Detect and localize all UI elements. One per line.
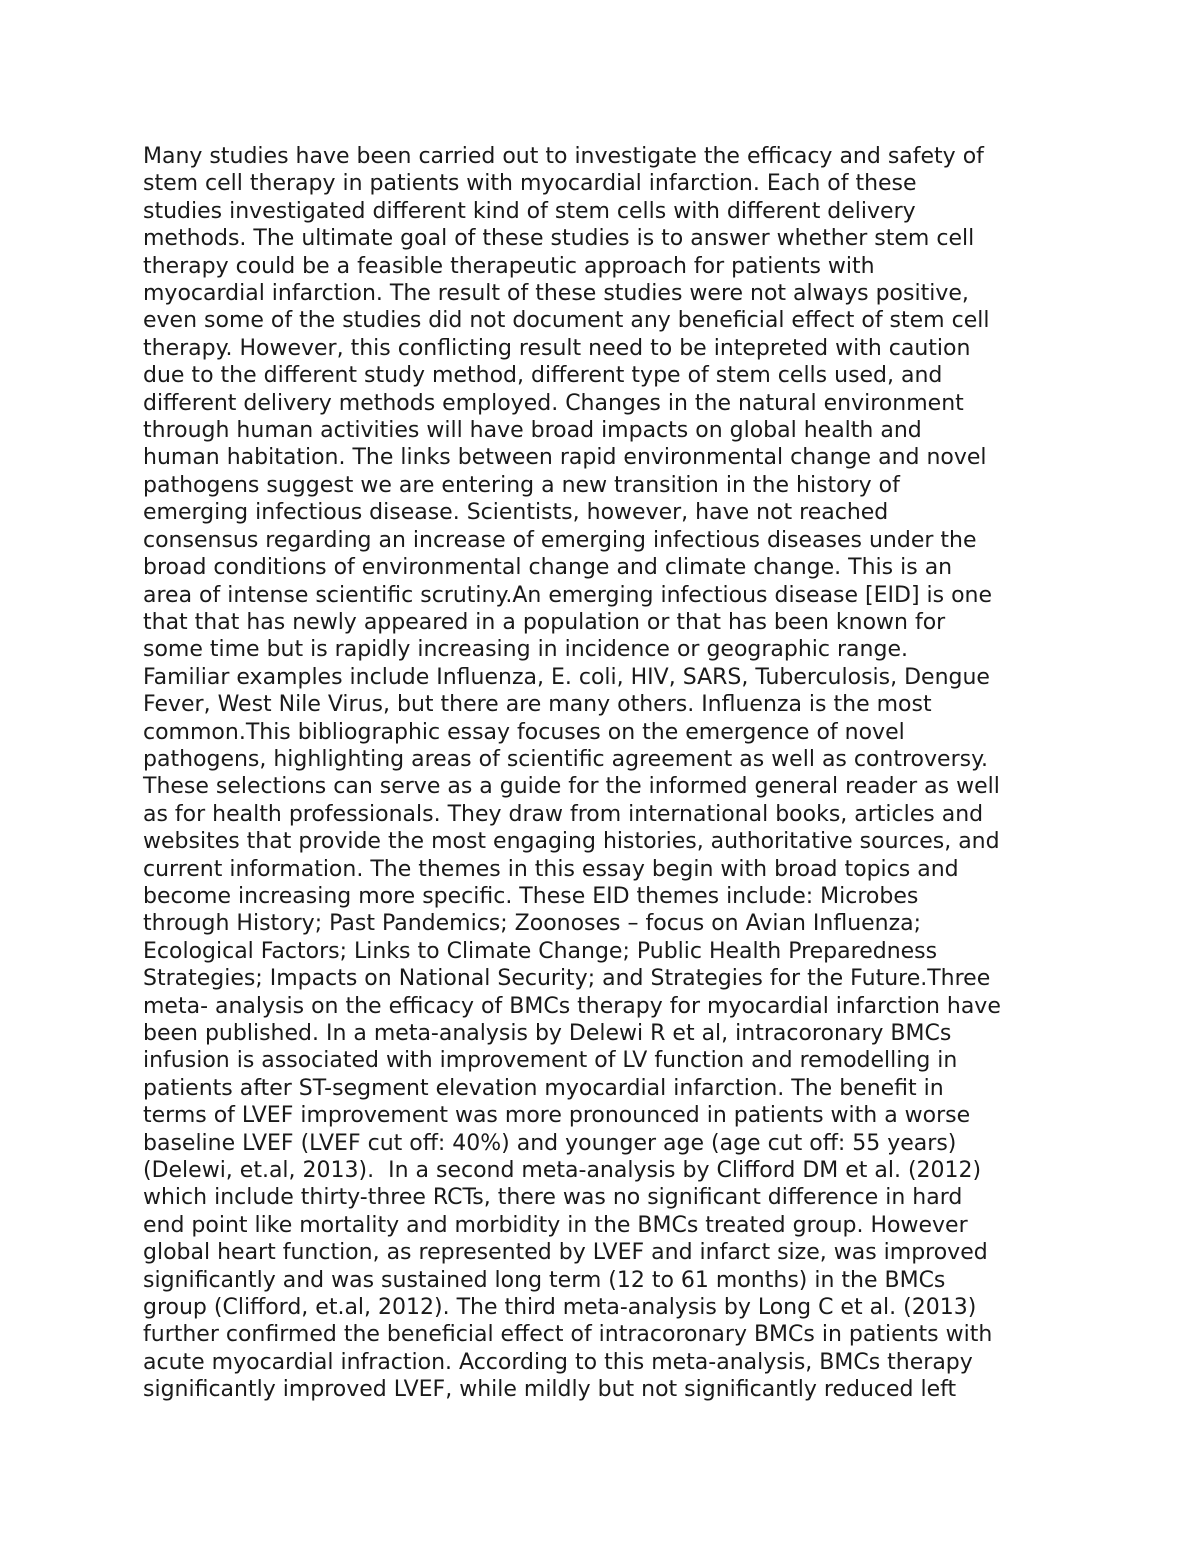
text-line: been published. In a meta-analysis by Delewi R et al, intracoronary BMCs xyxy=(143,1021,952,1046)
text-line: significantly improved LVEF, while mildly but not significantly reduced left xyxy=(143,1377,957,1403)
text-line: infusion is associated with improvement of LV function and remodelling in xyxy=(143,1048,958,1074)
text-line: as for health professionals. They draw from international books, articles and xyxy=(143,801,984,827)
text-line: Many studies have been carried out to investigate the efficacy and safety of xyxy=(143,144,984,169)
text-line: broad conditions of environmental change and climate change. This is an xyxy=(143,555,953,581)
text-line: global heart function, as represented by LVEF and infarct size, was improved xyxy=(143,1240,988,1266)
text-line: studies investigated different kind of stem cells with different delivery xyxy=(143,198,916,224)
text-line: Strategies; Impacts on National Security; and Strategies for the Future.Three xyxy=(143,966,991,992)
text-line: therapy could be a feasible therapeutic approach for patients with xyxy=(143,253,875,279)
text-line: through History; Past Pandemics; Zoonoses – focus on Avian Influenza; xyxy=(143,911,922,937)
text-line: current information. The themes in this essay begin with broad topics and xyxy=(143,856,959,882)
text-line: baseline LVEF (LVEF cut off: 40%) and younger age (age cut off: 55 years) xyxy=(143,1130,957,1156)
text-line: emerging infectious disease. Scientists, however, have not reached xyxy=(143,500,889,526)
text-line: significantly and was sustained long term (12 to 61 months) in the BMCs xyxy=(143,1267,946,1293)
text-line: Ecological Factors; Links to Climate Change; Public Health Preparedness xyxy=(143,938,938,964)
text-line: which include thirty-three RCTs, there was no significant difference in hard xyxy=(143,1185,963,1211)
text-line: common.This bibliographic essay focuses on the emergence of novel xyxy=(143,719,905,745)
text-line: pathogens, highlighting areas of scientific agreement as well as controversy. xyxy=(143,746,988,772)
text-line: websites that provide the most engaging histories, authoritative sources, and xyxy=(143,829,1000,855)
text-line: acute myocardial infraction. According to this meta-analysis, BMCs therapy xyxy=(143,1349,973,1375)
text-line: These selections can serve as a guide for the informed general reader as well xyxy=(143,774,1000,800)
text-line: end point like mortality and morbidity in the BMCs treated group. However xyxy=(143,1212,968,1238)
text-line: therapy. However, this conflicting result need to be intepreted with caution xyxy=(143,335,971,361)
text-line: due to the different study method, different type of stem cells used, and xyxy=(143,363,943,389)
text-line: patients after ST-segment elevation myocardial infarction. The benefit in xyxy=(143,1075,944,1101)
text-line: area of intense scientific scrutiny.An emerging infectious disease [EID] is one xyxy=(143,582,993,608)
text-line: terms of LVEF improvement was more pronounced in patients with a worse xyxy=(143,1103,971,1129)
text-line: (Delewi, et.al, 2013). In a second meta-analysis by Clifford DM et al. (2012) xyxy=(143,1158,982,1184)
text-line: different delivery methods employed. Changes in the natural environment xyxy=(143,390,964,416)
text-line: group (Clifford, et.al, 2012). The third meta-analysis by Long C et al. (2013) xyxy=(143,1295,977,1321)
text-line: stem cell therapy in patients with myocardial infarction. Each of these xyxy=(143,171,917,197)
text-line: pathogens suggest we are entering a new transition in the history of xyxy=(143,472,900,498)
text-line: methods. The ultimate goal of these studies is to answer whether stem cell xyxy=(143,226,975,252)
text-line: further confirmed the beneficial effect of intracoronary BMCs in patients with xyxy=(143,1322,993,1348)
text-line: that that has newly appeared in a population or that has been known for xyxy=(143,609,946,635)
text-line: become increasing more specific. These EID themes include: Microbes xyxy=(143,883,919,909)
text-line: human habitation. The links between rapid environmental change and novel xyxy=(143,445,987,471)
text-line: some time but is rapidly increasing in incidence or geographic range. xyxy=(143,637,908,663)
text-line: consensus regarding an increase of emerging infectious diseases under the xyxy=(143,527,977,553)
text-line: myocardial infarction. The result of these studies were not always positive, xyxy=(143,281,969,307)
text-line: meta- analysis on the efficacy of BMCs therapy for myocardial infarction have xyxy=(143,993,1001,1019)
text-line: Familiar examples include Influenza, E. coli, HIV, SARS, Tuberculosis, Dengue xyxy=(143,664,990,690)
text-line: through human activities will have broad impacts on global health and xyxy=(143,418,922,444)
body-paragraph xyxy=(143,143,1083,1404)
text-line: even some of the studies did not document any beneficial effect of stem cell xyxy=(143,308,990,334)
text-line: Fever, West Nile Virus, but there are many others. Influenza is the most xyxy=(143,692,932,718)
